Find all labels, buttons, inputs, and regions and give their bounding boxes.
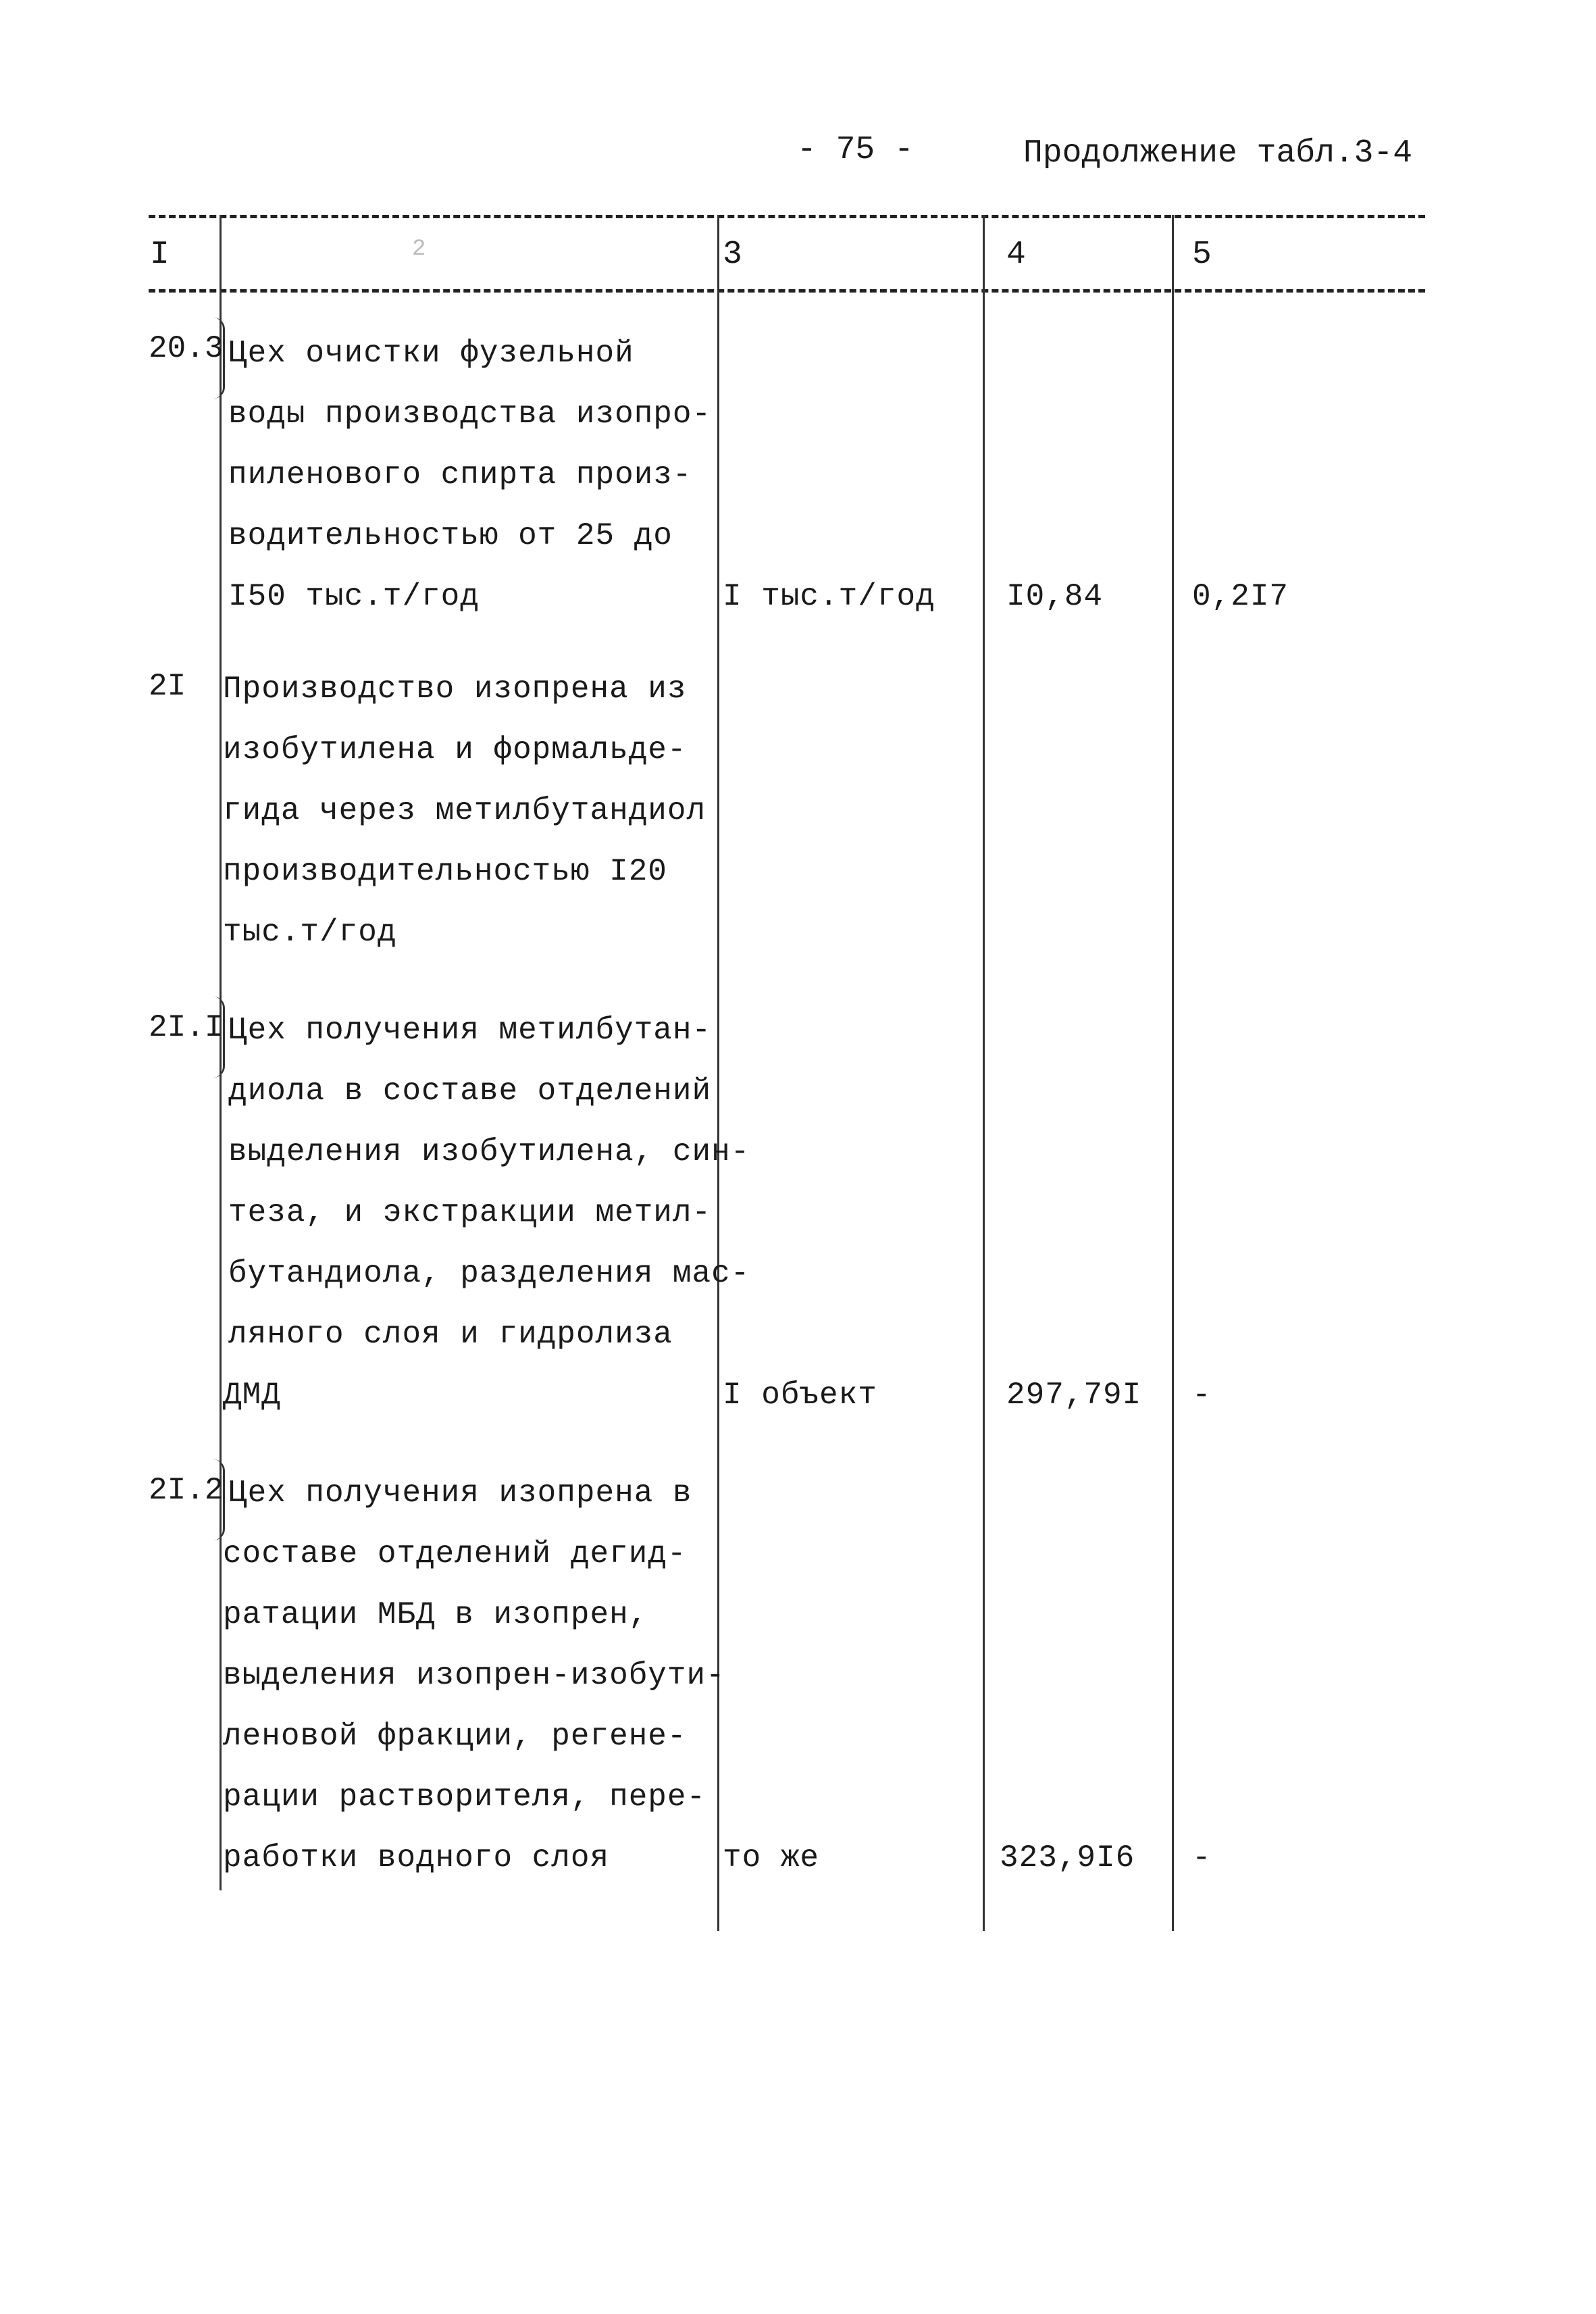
row-bracket: [213, 997, 225, 1078]
row-description-line: рации растворителя, пере-: [223, 1780, 706, 1815]
row-description-line: Цех получения метилбутан-: [228, 1013, 712, 1048]
row-description-line: выделения изопрен-изобути-: [223, 1658, 725, 1693]
row-number: 20.3: [149, 331, 224, 366]
column-header-1: I: [150, 236, 170, 273]
row-description-line: леновой фракции, регене-: [223, 1719, 687, 1754]
row-description-line: пиленового спирта произ-: [228, 457, 692, 493]
column-header-3: 3: [723, 236, 742, 273]
row-number: 2I.2: [149, 1473, 224, 1508]
table-continuation-label: Продолжение табл.3-4: [1023, 135, 1413, 172]
page-number: - 75 -: [797, 132, 914, 168]
row-description-line: теза, и экстракции метил-: [228, 1195, 712, 1230]
row-description-line: бутандиола, разделения мас-: [228, 1256, 750, 1291]
header-bottom-rule: [149, 289, 1425, 293]
row-bracket: [213, 318, 225, 399]
column-divider-3: [983, 215, 985, 1931]
column-header-5: 5: [1192, 236, 1212, 273]
row-description-line: ДМД: [223, 1378, 281, 1413]
row-value-col5: -: [1192, 1840, 1212, 1876]
row-value-col4: 297,79I: [1006, 1378, 1142, 1413]
row-description-line: Цех получения изопрена в: [228, 1476, 692, 1511]
row-description-line: производительностью I20: [223, 854, 667, 889]
row-description-line: диола в составе отделений: [228, 1074, 712, 1109]
column-header-2: 2: [412, 236, 426, 262]
row-unit: то же: [723, 1840, 820, 1876]
row-description-line: Цех очистки фузельной: [228, 336, 634, 371]
header-top-rule: [149, 215, 1425, 218]
row-description-line: гида через метилбутандиол: [223, 793, 706, 828]
row-value-col4: 323,9I6: [1000, 1840, 1135, 1876]
row-number: 2I: [149, 669, 186, 704]
row-description-line: работки водного слоя: [223, 1840, 610, 1876]
row-unit: I тыс.т/год: [723, 579, 935, 614]
column-divider-4: [1172, 215, 1174, 1931]
row-description-line: выделения изобутилена, син-: [228, 1134, 750, 1169]
column-header-4: 4: [1006, 236, 1026, 273]
row-value-col5: -: [1192, 1378, 1212, 1413]
row-description-line: водительностью от 25 до: [228, 518, 673, 553]
row-value-col4: I0,84: [1006, 579, 1104, 614]
row-unit: I объект: [723, 1378, 877, 1413]
row-number: 2I.I: [149, 1010, 224, 1045]
row-description-line: ратации МБД в изопрен,: [223, 1597, 648, 1632]
row-description-line: составе отделений дегид-: [223, 1536, 687, 1571]
row-value-col5: 0,2I7: [1192, 579, 1289, 614]
row-description-line: воды производства изопро-: [228, 397, 712, 432]
row-description-line: тыс.т/год: [223, 915, 397, 950]
row-description-line: Производство изопрена из: [223, 672, 687, 707]
row-description-line: изобутилена и формальде-: [223, 732, 687, 768]
row-description-line: I50 тыс.т/год: [228, 579, 480, 614]
row-description-line: ляного слоя и гидролиза: [228, 1317, 673, 1352]
